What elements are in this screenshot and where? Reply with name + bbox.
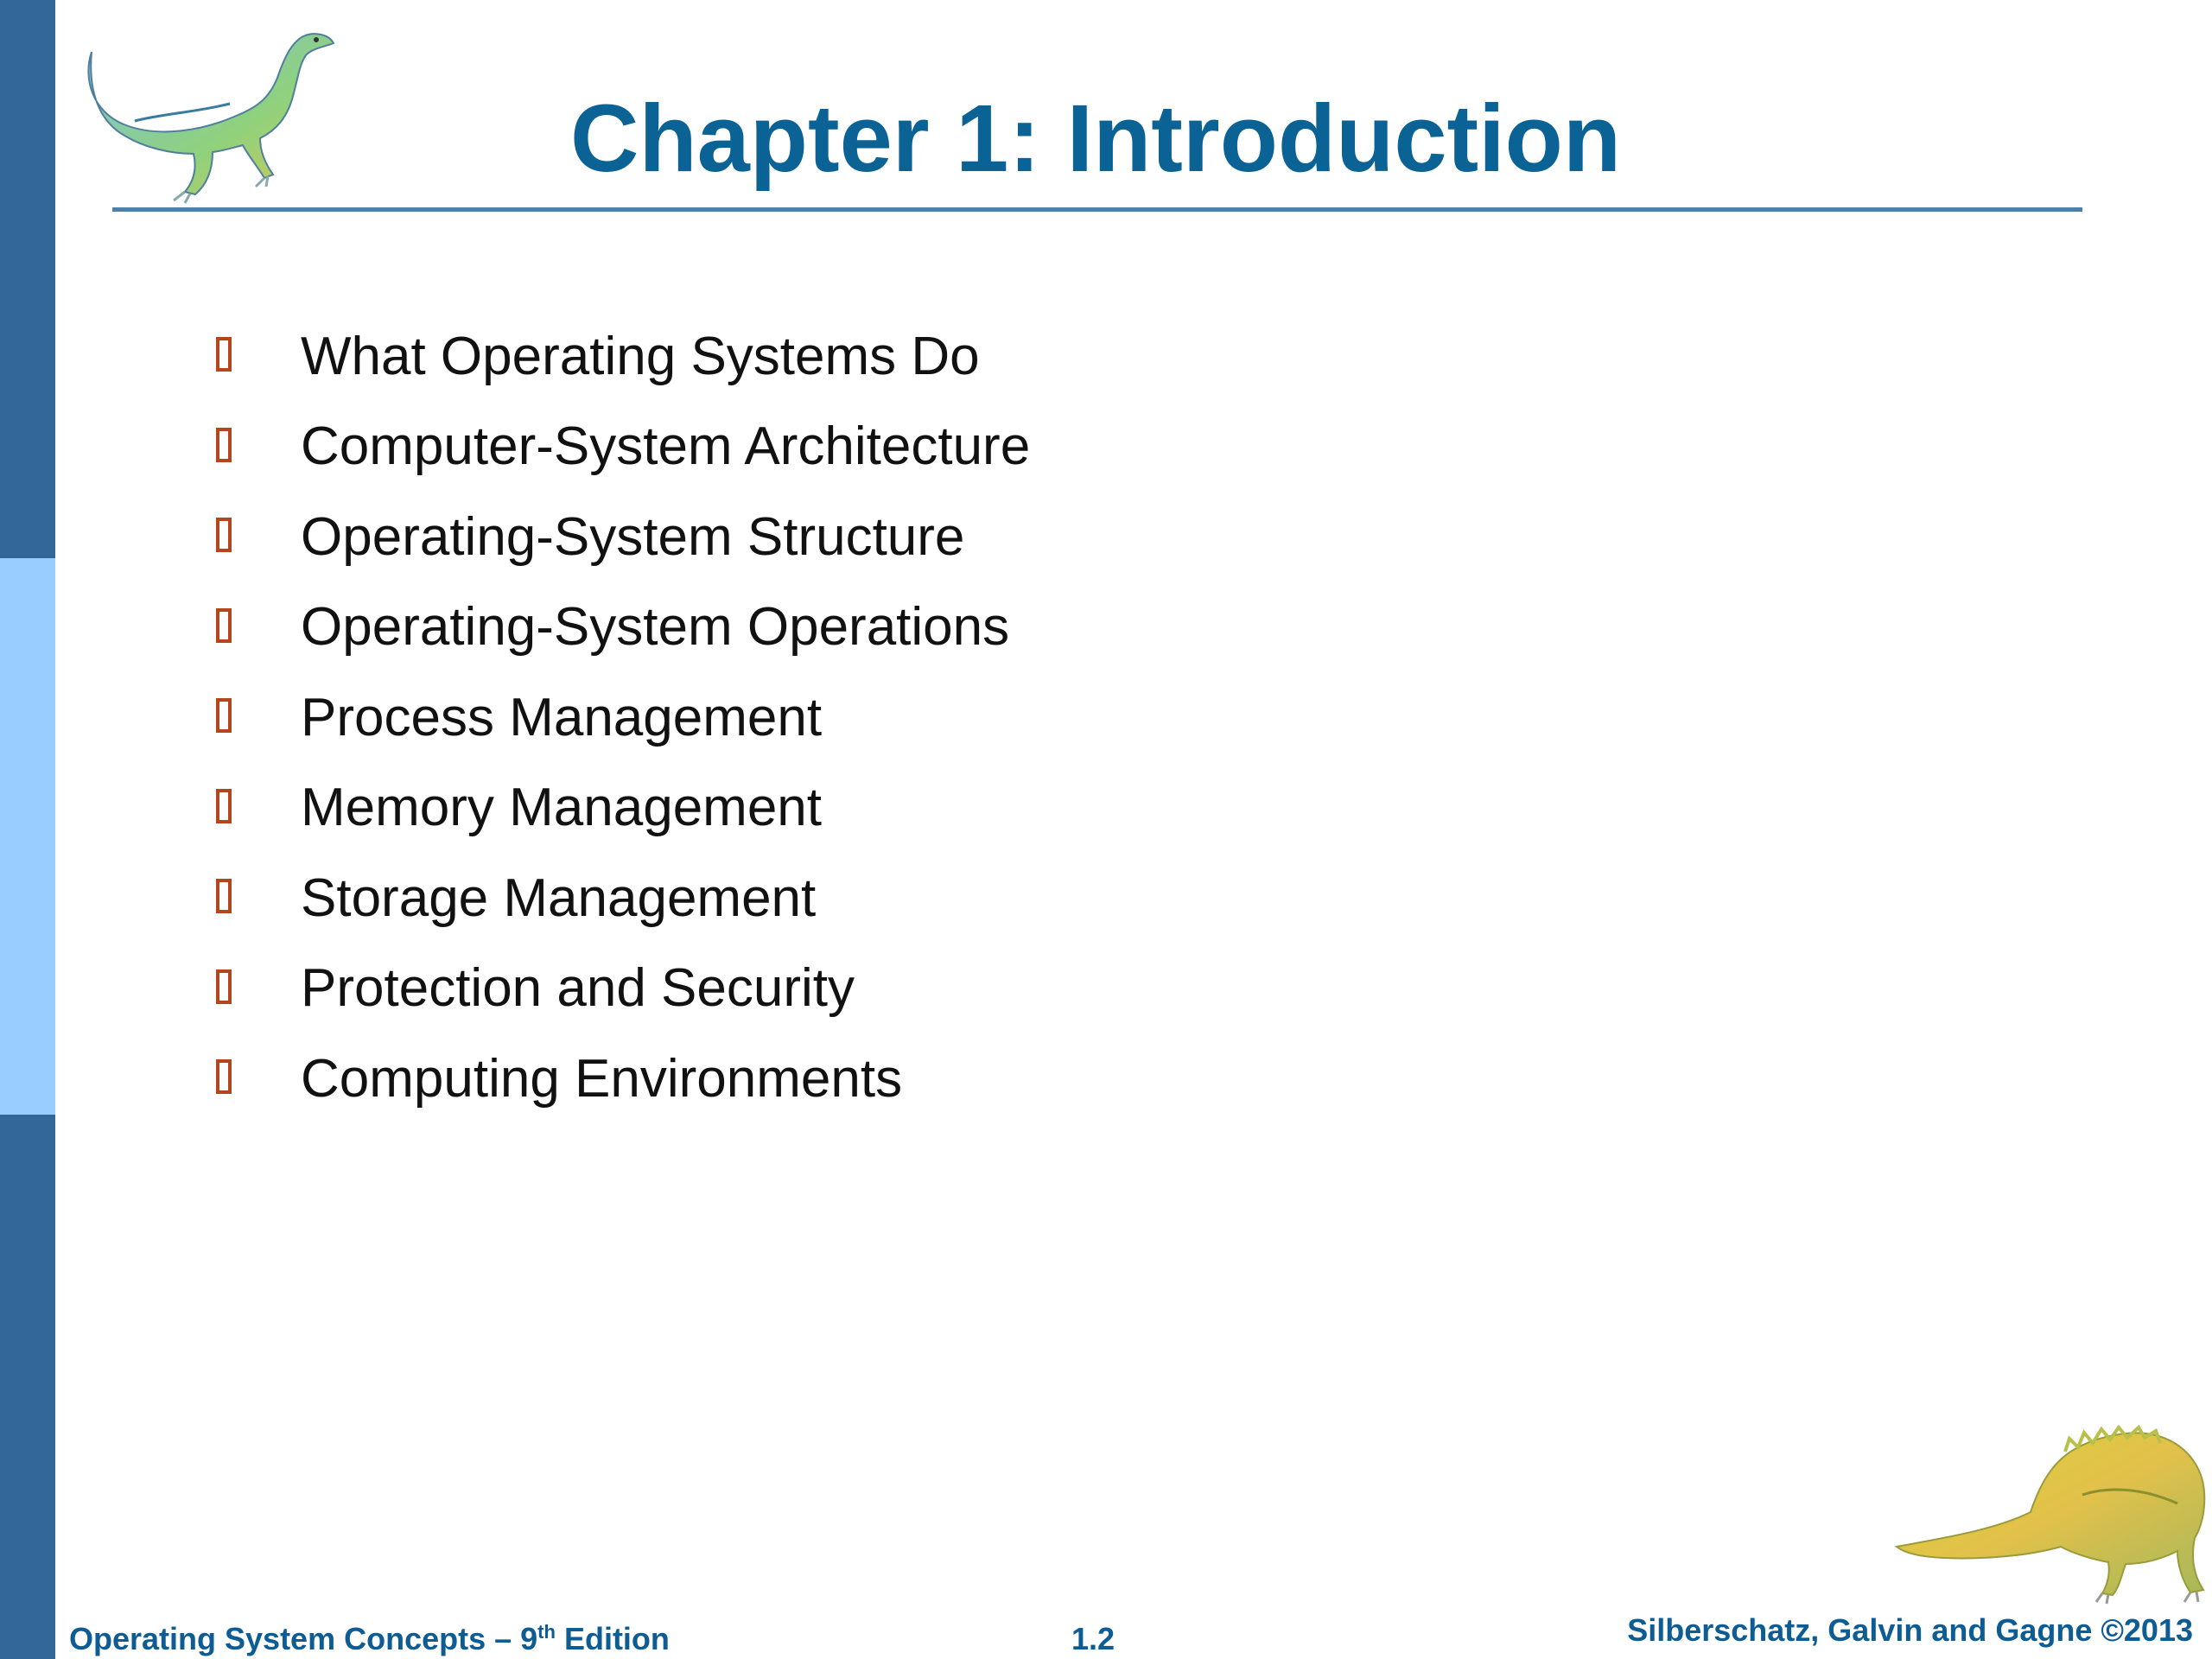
bullet-icon [216, 518, 232, 552]
accent-bar-top [0, 0, 55, 558]
bullet-icon [216, 428, 232, 462]
list-item: Storage Management [216, 853, 1030, 944]
footer-book-title: Operating System Concepts – 9th Edition [69, 1621, 670, 1656]
list-item: What Operating Systems Do [216, 311, 1030, 402]
bullet-icon [216, 698, 232, 733]
dinosaur-icon [1892, 1417, 2212, 1607]
list-item: Memory Management [216, 763, 1030, 854]
slide-title: Chapter 1: Introduction [570, 86, 1622, 192]
list-item: Operating-System Operations [216, 582, 1030, 673]
list-item: Protection and Security [216, 944, 1030, 1034]
bullet-icon [216, 1059, 232, 1094]
bullet-icon [216, 969, 232, 1004]
bullet-icon [216, 879, 232, 913]
list-item: Computer-System Architecture [216, 402, 1030, 493]
footer-copyright: Silberschatz, Galvin and Gagne ©2013 [1627, 1612, 2193, 1648]
bullet-icon [216, 608, 232, 643]
bullet-list [216, 311, 1030, 1124]
list-item: Operating-System Structure [216, 492, 1030, 582]
dinosaur-icon [83, 17, 342, 207]
list-item: Process Management [216, 672, 1030, 763]
page-number: 1.2 [1071, 1621, 1116, 1656]
list-item: Computing Environments [216, 1033, 1030, 1124]
bullet-icon [216, 789, 232, 823]
accent-bar-bottom [0, 1115, 55, 1659]
title-divider [112, 207, 2082, 212]
accent-bar-middle [0, 558, 55, 1115]
edition-superscript: th [537, 1621, 556, 1643]
bullet-icon [216, 337, 232, 372]
